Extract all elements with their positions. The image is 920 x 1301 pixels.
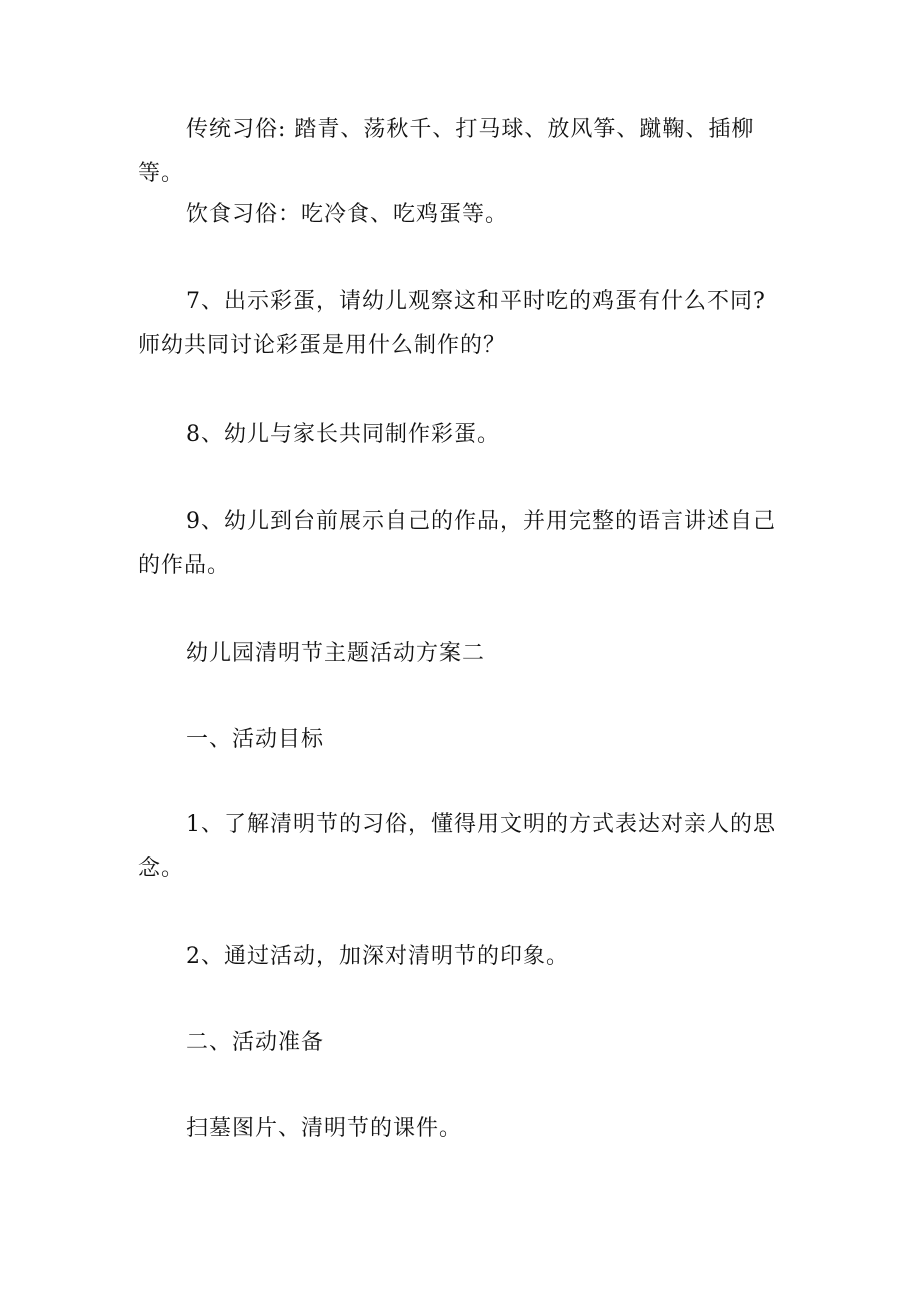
heading-activity-preparation: 二、活动准备 [186, 1030, 325, 1055]
paragraph-step-7: 7、出示彩蛋，请幼儿观察这和平时吃的鸡蛋有什么不同?师幼共同讨论彩蛋是用什么制作的？ [138, 289, 766, 358]
paragraph-step-9: 9、幼儿到台前展示自己的作品，并用完整的语言讲述自己的作品。 [138, 509, 776, 578]
paragraph-goal-2: 2、通过活动，加深对清明节的印象。 [186, 944, 569, 969]
paragraph-traditional-customs: 传统习俗: 踏青、荡秋千、打马球、放风筝、蹴鞠、插柳等。 [138, 117, 755, 186]
paragraph-goal-1: 1、了解清明节的习俗，懂得用文明的方式表达对亲人的思念。 [138, 812, 776, 881]
paragraph-food-customs: 饮食习俗：吃冷食、吃鸡蛋等。 [186, 202, 509, 227]
heading-activity-goals: 一、活动目标 [186, 727, 325, 752]
paragraph-step-8: 8、幼儿与家长共同制作彩蛋。 [186, 422, 500, 447]
paragraph-preparation-materials: 扫墓图片、清明节的课件。 [186, 1116, 463, 1141]
section-title-plan-two: 幼儿园清明节主题活动方案二 [186, 641, 486, 666]
